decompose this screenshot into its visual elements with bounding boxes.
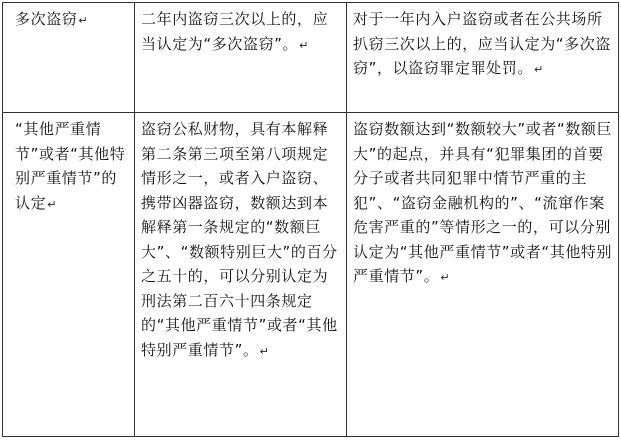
table-cell — [3, 3, 135, 113]
table-cell — [135, 113, 347, 437]
table-row — [3, 113, 619, 437]
table-cell — [3, 113, 135, 437]
table-row — [3, 3, 619, 113]
cell-text: 盗窃数额达到“数额较大”或者“数额巨大”的起点，并具有“犯罪集团的首要分子或者共同犯罪中情节严重的主犯”、“盗窃金融机构的”、“流窜作案危害严重的”等情形之一的，可以分别认定为“其他严重情节”或者“其他特别严重情节”。 — [353, 120, 613, 285]
comparison-table — [2, 2, 619, 437]
paragraph-mark: ↵ — [259, 344, 269, 358]
cell-text: 二年内盗窃三次以上的，应当认定为“多次盗窃”。 — [141, 10, 329, 53]
cell-text: 多次盗窃 — [15, 10, 78, 28]
cell-text: 对于一年内入户盗窃或者在公共场所扒窃三次以上的，应当认定为“多次盗窃”，以盗窃罪定罪处罚。 — [353, 10, 611, 77]
paragraph-mark: ↵ — [47, 197, 57, 211]
paragraph-mark: ↵ — [78, 14, 88, 27]
table-cell — [347, 3, 619, 113]
paragraph-mark: ↵ — [533, 63, 544, 76]
cell-text: 盗窃公私财物，具有本解释第二条第三项至第八项规定情形之一，或者入户盗窃、携带凶器盗窃，数额达到本解释第一条规定的“数额巨大”、“数额特别巨大”的百分之五十的，可以分别认定为刑法第二百六十四条规定的“其他严重情节”或者“其他特别严重情节”。 — [141, 120, 338, 359]
table-cell — [347, 113, 619, 437]
table-cell — [135, 3, 347, 113]
paragraph-mark: ↵ — [299, 38, 309, 52]
cell-text: “其他严重情节”或者“其他特别严重情节”的认定 — [15, 120, 126, 212]
paragraph-mark: ↵ — [440, 271, 450, 284]
